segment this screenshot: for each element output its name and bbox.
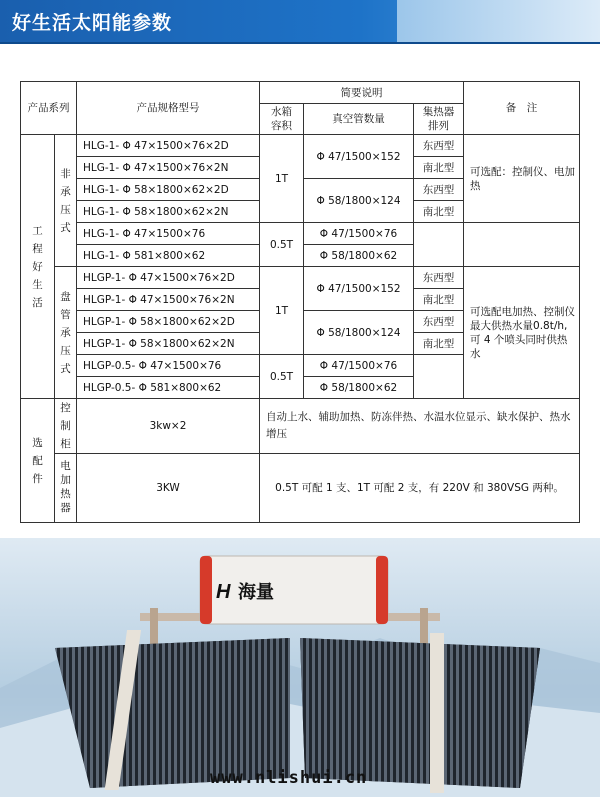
collector-left xyxy=(55,630,290,790)
arrange-cell: 南北型 xyxy=(414,157,464,179)
tubes-cell: Φ 58/1800×62 xyxy=(304,377,414,399)
spec-table xyxy=(20,81,580,523)
solar-heater-illustration xyxy=(0,538,600,797)
arrange-cell-empty xyxy=(414,223,464,267)
model-cell: HLGP-0.5- Φ 47×1500×76 xyxy=(77,355,260,377)
tubes-cell: Φ 58/1800×62 xyxy=(304,245,414,267)
tubes-cell: Φ 47/1500×152 xyxy=(304,267,414,311)
model-cell: HLG-1- Φ 47×1500×76×2N xyxy=(77,157,260,179)
arrange-cell: 东西型 xyxy=(414,135,464,157)
non-pressure-label: 非承压式 xyxy=(55,135,77,267)
table-row xyxy=(21,82,580,104)
heater-spec: 3KW xyxy=(77,454,260,523)
remark-cell: 可选配电加热、控制仪最大供热水量0.8t/h,可 4 个喷头同时供热水 xyxy=(464,267,580,399)
model-cell: HLGP-1- Φ 47×1500×76×2D xyxy=(77,267,260,289)
engineering-label: 工程好生活 xyxy=(21,135,55,399)
heater-desc: 0.5T 可配 1 支、1T 可配 2 支，有 220V 和 380VSG 两种。 xyxy=(260,454,580,523)
remark-cell-empty xyxy=(464,223,580,267)
arrange-cell: 东西型 xyxy=(414,267,464,289)
tubes-cell: Φ 58/1800×124 xyxy=(304,179,414,223)
website-url: www.nlishui.cn xyxy=(210,768,368,788)
model-cell: HLG-1- Φ 58×1800×62×2N xyxy=(77,201,260,223)
remark-cell: 可选配：控制仪、电加热 xyxy=(464,135,580,223)
capacity-cell: 0.5T xyxy=(260,223,304,267)
capacity-cell: 0.5T xyxy=(260,355,304,399)
tubes-cell: Φ 58/1800×124 xyxy=(304,311,414,355)
tubes-cell: Φ 47/1500×76 xyxy=(304,355,414,377)
brand-logo: 海量 xyxy=(238,582,274,602)
arrange-cell: 东西型 xyxy=(414,311,464,333)
header-tubes: 真空管数量 xyxy=(304,104,414,135)
model-cell: HLGP-1- Φ 47×1500×76×2N xyxy=(77,289,260,311)
model-cell: HLG-1- Φ 58×1800×62×2D xyxy=(77,179,260,201)
header-remarks: 备 注 xyxy=(464,82,580,135)
table-row xyxy=(21,223,580,245)
table-row xyxy=(21,399,580,454)
options-label: 选配件 xyxy=(21,399,55,523)
arrange-cell: 南北型 xyxy=(414,201,464,223)
header-brief: 简要说明 xyxy=(260,82,464,104)
table-row xyxy=(21,135,580,157)
svg-text:H: H xyxy=(216,581,231,603)
heater-label: 电加热器 xyxy=(55,454,77,523)
arrange-cell: 南北型 xyxy=(414,333,464,355)
model-cell: HLG-1- Φ 47×1500×76×2D xyxy=(77,135,260,157)
capacity-cell: 1T xyxy=(260,135,304,223)
header-underline xyxy=(0,42,600,44)
model-cell: HLG-1- Φ 47×1500×76 xyxy=(77,223,260,245)
coil-pressure-label: 盘管承压式 xyxy=(55,267,77,399)
arrange-cell-empty xyxy=(414,355,464,399)
control-box-label: 控制柜 xyxy=(55,399,77,454)
model-cell: HLGP-1- Φ 58×1800×62×2D xyxy=(77,311,260,333)
header-decoration xyxy=(397,0,600,42)
model-cell: HLG-1- Φ 581×800×62 xyxy=(77,245,260,267)
header-capacity: 水箱 容积 xyxy=(260,104,304,135)
tubes-cell: Φ 47/1500×152 xyxy=(304,135,414,179)
product-photo xyxy=(0,538,600,797)
tubes-cell: Φ 47/1500×76 xyxy=(304,223,414,245)
arrange-cell: 东西型 xyxy=(414,179,464,201)
header-bar xyxy=(0,0,600,42)
header-model: 产品规格型号 xyxy=(77,82,260,135)
model-cell: HLGP-1- Φ 58×1800×62×2N xyxy=(77,333,260,355)
capacity-cell: 1T xyxy=(260,267,304,355)
table-row xyxy=(21,454,580,523)
table-row xyxy=(21,267,580,289)
arrange-cell: 南北型 xyxy=(414,289,464,311)
control-box-desc: 自动上水、辅助加热、防冻伴热、水温水位显示、缺水保护、热水增压 xyxy=(260,399,580,454)
page-title: 好生活太阳能参数 xyxy=(12,12,173,34)
header-arrange: 集热器 排列 xyxy=(414,104,464,135)
control-box-spec: 3kw×2 xyxy=(77,399,260,454)
header-series: 产品系列 xyxy=(21,82,77,135)
model-cell: HLGP-0.5- Φ 581×800×62 xyxy=(77,377,260,399)
